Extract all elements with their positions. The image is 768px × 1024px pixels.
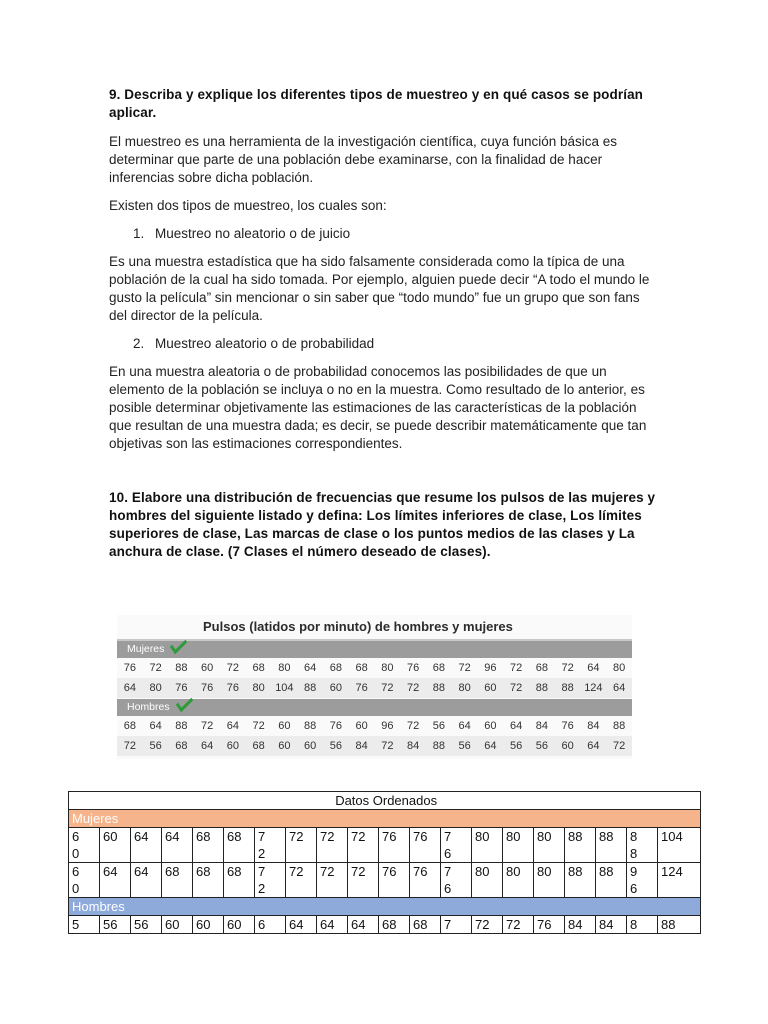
pulse-value: 88: [304, 720, 317, 732]
pulse-value: 84: [355, 740, 368, 752]
women-row: [117, 678, 632, 698]
pulse-value: 56: [535, 740, 548, 752]
pulse-value: 104: [275, 682, 294, 694]
table-cell: 88: [565, 863, 596, 898]
list-item-text: Muestreo no aleatorio o de juicio: [155, 226, 351, 241]
table-cell: 76: [410, 828, 441, 863]
pulse-value: 60: [226, 740, 239, 752]
paragraph: Es una muestra estadística que ha sido falsamente considerada como la típica de una población de la cual ha sido tomada. Por ejemplo, alguien puede decir “A todo el mundo le gusto la película” sin mencionar o sin saber que “todo mundo” fue un grupo que son fans del director de la película.: [109, 254, 650, 323]
men-label: Hombres: [127, 701, 170, 713]
table-cell: 64: [286, 916, 317, 934]
table-cell: 72: [317, 863, 348, 898]
table-cell: 6 0: [69, 828, 100, 863]
pulse-value: 68: [252, 740, 265, 752]
pulse-value: 60: [329, 682, 342, 694]
pulse-value: 80: [252, 682, 265, 694]
pulse-value: 88: [175, 720, 188, 732]
pulse-value: 80: [149, 682, 162, 694]
pulse-value: 76: [407, 662, 420, 674]
table-cell: 7 2: [255, 863, 286, 898]
pulse-value: 72: [613, 740, 626, 752]
pulse-value: 64: [587, 662, 600, 674]
table-cell: 76: [534, 916, 565, 934]
pulse-value: 60: [304, 740, 317, 752]
pulse-value: 80: [458, 682, 471, 694]
pulse-value: 64: [201, 740, 214, 752]
pulse-value: 64: [149, 720, 162, 732]
pulse-value: 60: [484, 682, 497, 694]
table-row: [69, 863, 701, 898]
table-cell: 72: [317, 828, 348, 863]
pulses-title: Pulsos (latidos por minuto) de hombres y mujeres: [117, 615, 632, 641]
table-cell: 76: [379, 863, 410, 898]
pulse-value: 72: [561, 662, 574, 674]
pulse-value: 88: [175, 662, 188, 674]
table-cell: 68: [193, 828, 224, 863]
pulse-value: 60: [561, 740, 574, 752]
pulse-value: 76: [123, 662, 136, 674]
question-9-title: 9. Describa y explique los diferentes tipos de muestreo y en qué casos se podrían aplicar.: [109, 87, 644, 120]
pulse-value: 68: [355, 662, 368, 674]
document-page: [109, 86, 659, 572]
table-cell: 60: [162, 916, 193, 934]
pulse-value: 76: [329, 720, 342, 732]
table-cell: 8: [627, 916, 658, 934]
list-number: 2.: [133, 336, 145, 351]
pulse-value: 72: [149, 662, 162, 674]
table-cell: 72: [348, 828, 379, 863]
pulse-value: 84: [587, 720, 600, 732]
table-cell: 5: [69, 916, 100, 934]
table-cell: 64: [162, 828, 193, 863]
list-item-text: Muestreo aleatorio o de probabilidad: [155, 336, 375, 351]
table-cell: 84: [596, 916, 627, 934]
pulse-value: 72: [201, 720, 214, 732]
list-number: 1.: [133, 226, 145, 241]
pulse-value: 84: [407, 740, 420, 752]
table-cell: 64: [131, 863, 162, 898]
women-band: [117, 641, 632, 658]
pulse-value: 88: [432, 682, 445, 694]
pulses-table-image: [117, 615, 632, 759]
pulse-value: 64: [304, 662, 317, 674]
pulse-value: 72: [123, 740, 136, 752]
table-cell: 60: [193, 916, 224, 934]
pulse-value: 88: [432, 740, 445, 752]
pulse-value: 88: [613, 720, 626, 732]
pulse-value: 72: [226, 662, 239, 674]
pulse-value: 96: [484, 662, 497, 674]
table-cell: 64: [131, 828, 162, 863]
question-10-title: 10. Elabore una distribución de frecuencias que resume los pulsos de las mujeres y hombres del siguiente listado y defina: Los límites inferiores de clase, Los límites superiores de clase, Las marcas de clase o los puntos medios de las clases y La anchura de clase. (7 Clases el número deseado de clases).: [109, 490, 656, 559]
pulse-value: 72: [407, 682, 420, 694]
table-cell: 7: [441, 916, 472, 934]
table-cell: 72: [472, 916, 503, 934]
pulse-value: 68: [432, 662, 445, 674]
table-cell: 64: [317, 916, 348, 934]
pulse-value: 88: [535, 682, 548, 694]
pulse-value: 72: [458, 662, 471, 674]
pulse-value: 76: [226, 682, 239, 694]
pulse-value: 72: [510, 682, 523, 694]
men-band: [117, 699, 632, 716]
pulse-value: 68: [535, 662, 548, 674]
table-cell: 68: [379, 916, 410, 934]
pulse-value: 72: [252, 720, 265, 732]
table-header: Datos Ordenados: [69, 792, 701, 810]
pulse-value: 72: [510, 662, 523, 674]
table-cell: 72: [286, 828, 317, 863]
table-cell: 64: [348, 916, 379, 934]
pulse-value: 72: [381, 740, 394, 752]
table-cell: 56: [100, 916, 131, 934]
table-cell: 72: [348, 863, 379, 898]
table-cell: 84: [565, 916, 596, 934]
pulse-value: 68: [175, 740, 188, 752]
pulse-value: 68: [329, 662, 342, 674]
table-cell: 68: [193, 863, 224, 898]
table-cell: 6: [255, 916, 286, 934]
pulse-value: 64: [510, 720, 523, 732]
pulse-value: 64: [587, 740, 600, 752]
pulse-value: 68: [252, 662, 265, 674]
table-cell: 72: [286, 863, 317, 898]
pulse-value: 80: [613, 662, 626, 674]
table-cell: 88: [596, 828, 627, 863]
pulse-value: 88: [304, 682, 317, 694]
pulse-value: 64: [458, 720, 471, 732]
paragraph: En una muestra aleatoria o de probabilidad conocemos las posibilidades de que un elemento de la población se incluya o no en la muestra. Como resultado de lo anterior, es posible determinar objetivamente las estimaciones de las características de la población que resultan de una muestra dada; es decir, se puede describir matemáticamente que tan objetivas son las estimaciones correspondientes.: [109, 364, 647, 451]
table-cell: 80: [534, 863, 565, 898]
pulse-value: 88: [561, 682, 574, 694]
table-cell: 104: [658, 828, 701, 863]
paragraph: El muestreo es una herramienta de la investigación científica, cuya función básica es determinar que parte de una población debe examinarse, con la finalidad de hacer inferencias sobre dicha población.: [109, 134, 618, 185]
table-cell: 7 2: [255, 828, 286, 863]
pulse-value: 60: [484, 720, 497, 732]
pulse-value: 64: [123, 682, 136, 694]
table-cell: 68: [224, 863, 255, 898]
pulse-value: 60: [278, 740, 291, 752]
table-cell: 7 6: [441, 828, 472, 863]
table-cell: 88: [565, 828, 596, 863]
table-cell: 7 6: [441, 863, 472, 898]
pulse-value: 124: [584, 682, 603, 694]
table-cell: 8 8: [627, 828, 658, 863]
pulse-value: 76: [201, 682, 214, 694]
table-cell: 68: [224, 828, 255, 863]
table-cell: 68: [410, 916, 441, 934]
pulse-value: 72: [381, 682, 394, 694]
ordered-data-table: [68, 791, 701, 934]
table-cell: 9 6: [627, 863, 658, 898]
table-cell: 56: [131, 916, 162, 934]
men-row: [117, 736, 632, 756]
table-cell: 80: [503, 863, 534, 898]
table-cell: 80: [472, 863, 503, 898]
table-cell: 80: [534, 828, 565, 863]
pulse-value: 80: [278, 662, 291, 674]
pulse-value: 64: [484, 740, 497, 752]
men-section-label: Hombres: [69, 898, 701, 916]
pulse-value: 72: [407, 720, 420, 732]
pulse-value: 56: [432, 720, 445, 732]
pulse-value: 68: [123, 720, 136, 732]
pulse-value: 56: [458, 740, 471, 752]
table-cell: 76: [410, 863, 441, 898]
table-row: [69, 916, 701, 934]
pulse-value: 84: [535, 720, 548, 732]
table-cell: 60: [100, 828, 131, 863]
pulse-value: 60: [355, 720, 368, 732]
list-item: [133, 335, 659, 353]
pulse-value: 96: [381, 720, 394, 732]
women-label: Mujeres: [127, 643, 165, 655]
pulse-value: 76: [175, 682, 188, 694]
table-cell: 80: [472, 828, 503, 863]
table-cell: 60: [224, 916, 255, 934]
pulse-value: 64: [613, 682, 626, 694]
pulse-value: 60: [278, 720, 291, 732]
pulse-value: 76: [355, 682, 368, 694]
table-cell: 124: [658, 863, 701, 898]
table-cell: 64: [100, 863, 131, 898]
pulse-value: 76: [561, 720, 574, 732]
table-cell: 80: [503, 828, 534, 863]
men-row: [117, 716, 632, 736]
pulse-value: 56: [329, 740, 342, 752]
table-cell: 88: [658, 916, 701, 934]
table-cell: 6 0: [69, 863, 100, 898]
table-cell: 88: [596, 863, 627, 898]
women-section-label: Mujeres: [69, 810, 701, 828]
list-item: [133, 225, 659, 243]
table-cell: 68: [162, 863, 193, 898]
paragraph: Existen dos tipos de muestreo, los cuales son:: [109, 198, 387, 213]
pulse-value: 56: [510, 740, 523, 752]
pulse-value: 56: [149, 740, 162, 752]
pulse-value: 64: [226, 720, 239, 732]
pulse-value: 60: [201, 662, 214, 674]
pulse-value: 80: [381, 662, 394, 674]
table-cell: 76: [379, 828, 410, 863]
table-row: [69, 828, 701, 863]
women-row: [117, 658, 632, 678]
table-cell: 72: [503, 916, 534, 934]
